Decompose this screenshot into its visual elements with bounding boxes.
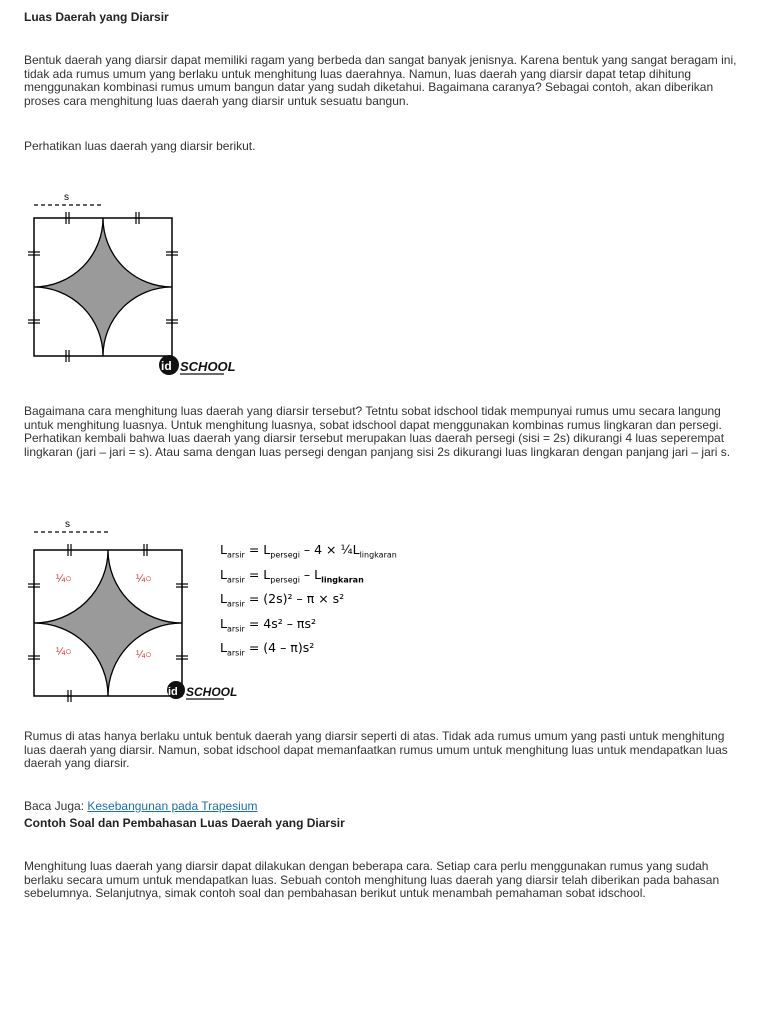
quarter-label: ¼○: [136, 649, 152, 661]
rumus-note-paragraph: Rumus di atas hanya berlaku untuk bentuk daerah yang diarsir seperti di atas. Tidak ada rumus umum yang pasti untuk menghitung luas daerah yang diarsir. Namun, sobat idschool dapat memanfaatkan rumus umum untuk menghitung luas untuk mendapatkan luas daerah yang diarsir.: [24, 729, 728, 770]
formula-line: $L_{arsir} = (2s)^2 - \pi \times s^2$: [220, 591, 345, 609]
baca-juga-prefix: Baca Juga:: [24, 799, 88, 813]
baca-juga-link[interactable]: Kesebangunan pada Trapesium: [87, 799, 258, 813]
perhatikan-paragraph: Perhatikan luas daerah yang diarsir berikut.: [24, 139, 256, 153]
formula-block: [220, 540, 500, 663]
figure-shaded-region-2: [28, 516, 238, 702]
formula-line: $L_{arsir} = L_{persegi} - L_{lingkaran}$: [220, 566, 364, 584]
idschool-logo: [167, 681, 237, 699]
svg-text:SCHOOL: SCHOOL: [186, 685, 238, 699]
idschool-logo: [159, 355, 236, 375]
side-label: s: [64, 192, 69, 203]
quarter-label: ¼○: [136, 573, 152, 585]
formula-line: $L_{arsir} = L_{persegi} - 4$ × $\frac{1}{4}L_{lingkaran}$: [220, 542, 397, 560]
formula-line: $L_{arsir} = (4 - \pi)s^2$: [220, 640, 315, 658]
svg-text:SCHOOL: SCHOOL: [180, 359, 236, 374]
figure-shaded-region-1: [28, 188, 236, 378]
formula-line: $L_{arsir} = 4s^2 - \pi s^2$: [220, 615, 316, 633]
svg-text:id: id: [161, 359, 172, 373]
article-title: Luas Daerah yang Diarsir: [24, 10, 169, 24]
side-label: s: [65, 519, 70, 530]
intro-paragraph: Bentuk daerah yang diarsir dapat memiliki ragam yang berbeda dan sangat banyak jenisnya. Karena bentuk yang sangat beragam ini, tidak ada rumus umum yang berlaku untuk menghitung luas daerahnya. Namun, luas daerah yang diarsir dapat tetap dihitung menggunakan kombinasi rumus umum bangun datar yang sudah diketahui. Bagaimana caranya? Sebagai contoh, akan diberikan proses cara menghitung luas daerah yang diarsir untuk sesuatu bangun.: [24, 53, 737, 108]
svg-text:id: id: [168, 686, 178, 698]
baca-juga-line: [24, 800, 744, 814]
explanation-paragraph: Bagaimana cara menghitung luas daerah yang diarsir tersebut? Tetntu sobat idschool tidak mempunyai rumus umu secara langung untuk menghitung luasnya. Untuk menghitung luasnya, sobat idschool dapat menggunakan kombinas rumus lingkaran dan persegi. Perhatikan kembali bahwa luas daerah yang diarsir tersebut merupakan luas daerah persegi (sisi = 2s) dikurangi 4 luas seperempat lingkaran (jari – jari = s). Atau sama dengan luas persegi dengan panjang sisi 2s dikurangi luas lingkaran dengan panjang jari – jari s.: [24, 404, 731, 459]
section-subheading: Contoh Soal dan Pembahasan Luas Daerah yang Diarsir: [24, 816, 345, 830]
quarter-label: ¼○: [56, 573, 72, 585]
closing-paragraph: Menghitung luas daerah yang diarsir dapat dilakukan dengan beberapa cara. Setiap cara perlu menggunakan rumus yang sudah berlaku secara umum untuk mendapatkan luas. Sebuah contoh menghitung luas daerah yang diarsir telah diberikan pada bahasan sebelumnya. Selanjutnya, simak contoh soal dan pembahasan berikut untuk menambah pemahaman sobat idschool.: [24, 859, 720, 900]
quarter-label: ¼○: [56, 646, 72, 658]
